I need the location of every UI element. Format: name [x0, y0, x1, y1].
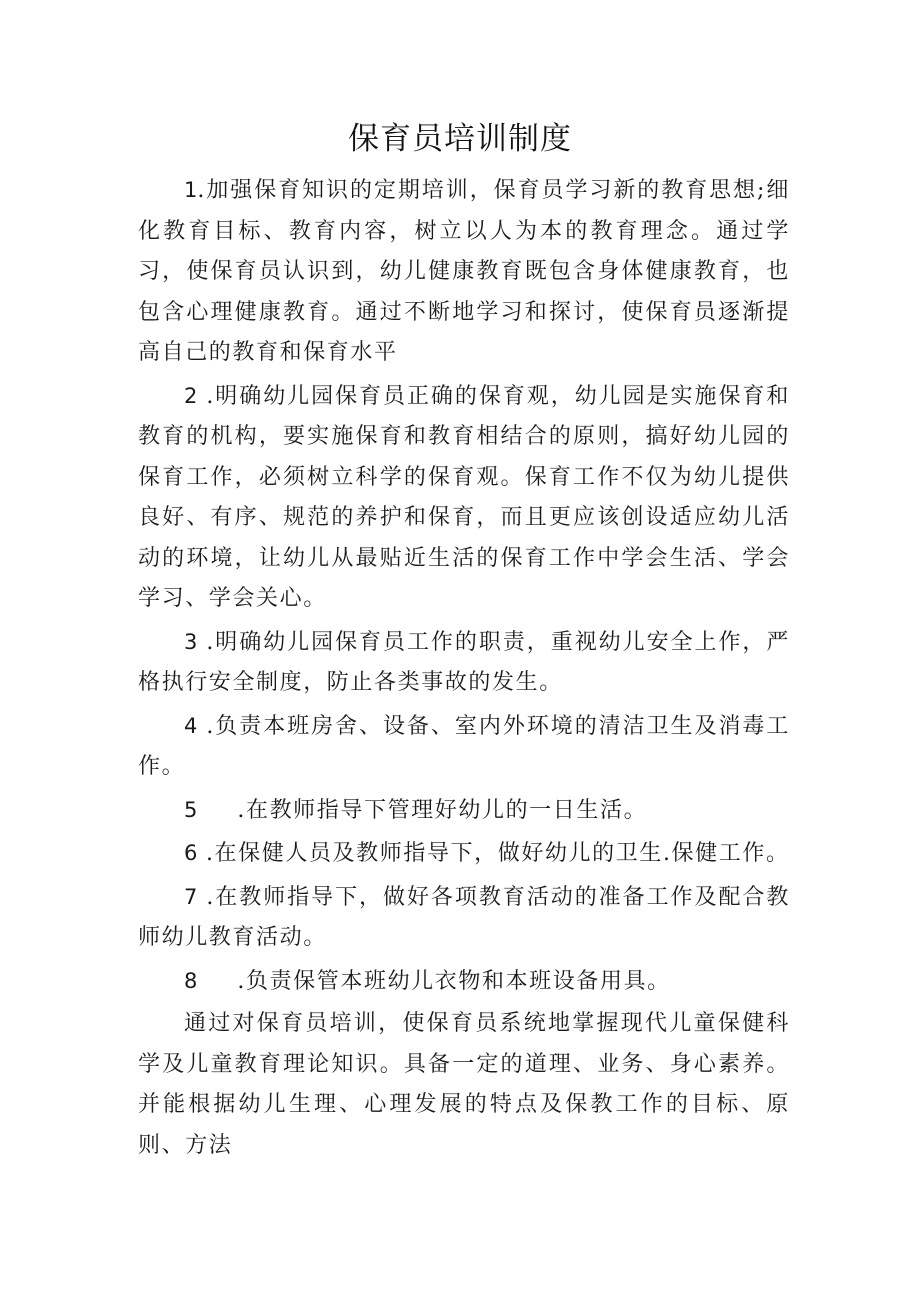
- paragraph-5: [138, 790, 790, 832]
- paragraph-number: 7: [184, 884, 198, 909]
- paragraph-text: .负责保管本班幼儿衣物和本班设备用具。: [237, 968, 671, 994]
- paragraph-number: 4: [184, 713, 198, 738]
- paragraph-number: 3: [184, 629, 198, 654]
- paragraph-text: .明确幼儿园保育员正确的保育观，幼儿园是实施保育和教育的机构，要实施保育和教育相结合的原则，搞好幼儿园的保育工作，必须树立科学的保育观。保育工作不仅为幼儿提供良好、有序、规范的养护和保育，而且更应该创设适应幼儿活动的环境，让幼儿从最贴近生活的保育工作中学会生活、学会学习、学会关心。: [138, 383, 790, 611]
- paragraph-6: [138, 833, 790, 875]
- paragraph-text: .在教师指导下管理好幼儿的一日生活。: [237, 797, 648, 823]
- paragraph-text: 通过对保育员培训，使保育员系统地掌握现代儿童保健科学及儿童教育理论知识。具备一定的道理、业务、身心素养。并能根据幼儿生理、心理发展的特点及保教工作的目标、原则、方法: [138, 1011, 790, 1158]
- paragraph-text: .在教师指导下，做好各项教育活动的准备工作及配合教师幼儿教育活动。: [138, 884, 790, 950]
- paragraph-number: 5: [184, 797, 198, 822]
- document-body: [138, 170, 790, 1168]
- paragraph-number: 2: [184, 383, 198, 408]
- paragraph-7: [138, 877, 790, 959]
- paragraph-summary: [138, 1004, 790, 1166]
- paragraph-number: 1: [184, 178, 198, 202]
- paragraph-number: 8: [184, 968, 198, 993]
- paragraph-text: .在保健人员及教师指导下，做好幼儿的卫生.保健工作。: [197, 841, 790, 866]
- paragraph-text: .明确幼儿园保育员工作的职责，重视幼儿安全上作，严格执行安全制度，防止各类事故的发生。: [138, 629, 790, 695]
- paragraph-1: [138, 170, 790, 374]
- paragraph-3: [138, 622, 790, 704]
- paragraph-8: [138, 961, 790, 1003]
- paragraph-4: [138, 706, 790, 788]
- paragraph-text: .负责本班房舍、设备、室内外环境的清洁卫生及消毒工作。: [138, 713, 790, 779]
- paragraph-number: 6: [184, 841, 198, 865]
- paragraph-text: .加强保育知识的定期培训，保育员学习新的教育思想;细化教育目标、教育内容，树立以人为本的教育理念。通过学习，使保育员认识到，幼儿健康教育既包含身体健康教育，也包含心理健康教育。通过不断地学习和探讨，使保育员逐渐提高自己的教育和保育水平: [138, 178, 790, 365]
- document-title: 保育员培训制度: [348, 121, 572, 157]
- paragraph-2: [138, 376, 790, 620]
